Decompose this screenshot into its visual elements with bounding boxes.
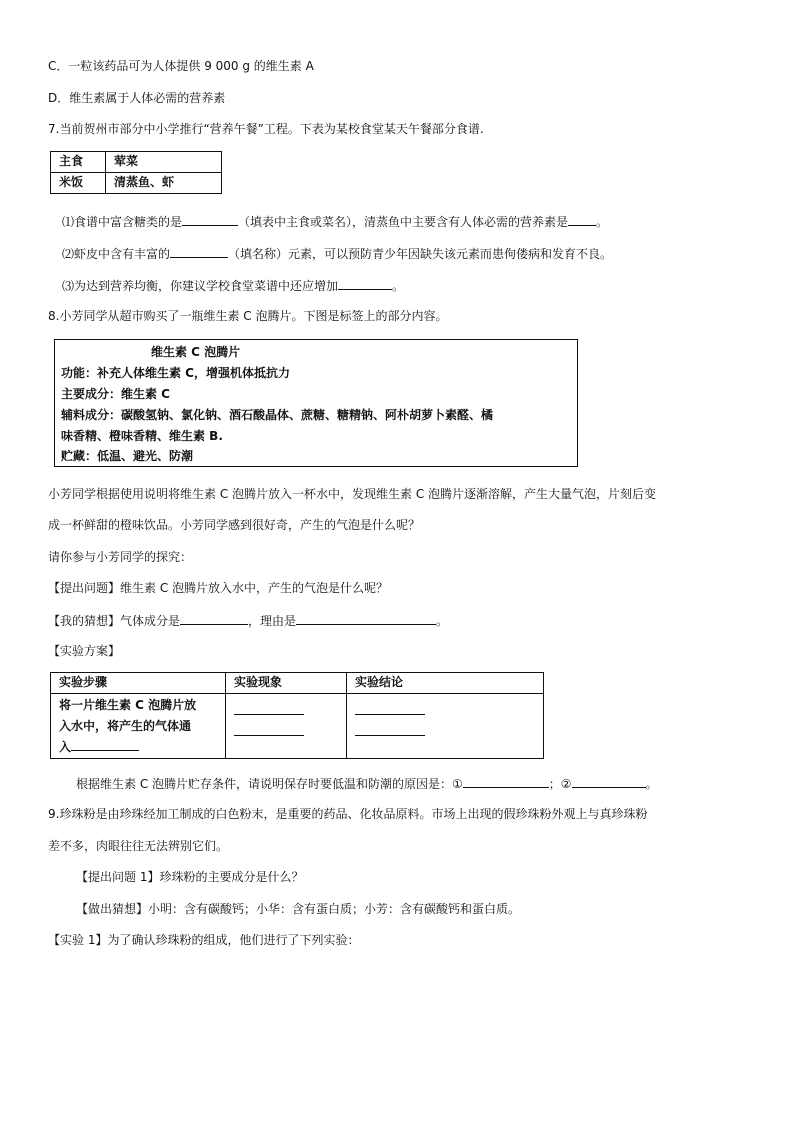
answer-blank[interactable] xyxy=(234,702,304,715)
paragraph-1: 小芳同学根据使用说明将维生素 C 泡腾片放入一杯水中，发现维生素 C 泡腾片逐渐溶解，产生大量气泡，片刻后变 xyxy=(48,487,657,501)
menu-cell-fish: 清蒸鱼、虾 xyxy=(106,173,222,194)
question-9-line1: 9.珍珠粉是由珍珠经加工制成的白色粉末，是重要的药品、化妆品原料。市场上出现的假珍珠粉外观上与真珍珠粉 xyxy=(48,807,648,821)
experiment-plan-heading: 【实验方案】 xyxy=(48,644,121,658)
answer-blank[interactable] xyxy=(170,245,228,258)
exp-phenomenon-cell xyxy=(226,694,347,759)
label-excipients-cont: 味香精、橙味香精、维生素 B. xyxy=(61,429,223,443)
answer-blank[interactable] xyxy=(355,702,425,715)
answer-blank[interactable] xyxy=(234,723,304,736)
q7-part2: ⑵虾皮中含有丰富的 （填名称）元素，可以预防青少年因缺失该元素而患佝偻病和发育不良。 xyxy=(62,247,613,261)
product-label-box xyxy=(54,339,578,467)
my-guess: 【我的猜想】气体成分是 ，理由是 。 xyxy=(48,614,449,628)
q9-propose-question: 【提出问题 1】珍珠粉的主要成分是什么？ xyxy=(76,870,304,884)
question-8: 8.小芳同学从超市购买了一瓶维生素 C 泡腾片。下图是标签上的部分内容。 xyxy=(48,309,448,323)
q7-part1: ⑴食谱中富含糖类的是 （填表中主食或菜名），清蒸鱼中主要含有人体必需的营养素是 。 xyxy=(62,215,609,229)
exp-conclusion-cell xyxy=(347,694,544,759)
q9-experiment-1: 【实验 1】为了确认珍珠粉的组成，他们进行了下列实验： xyxy=(48,933,360,947)
answer-blank[interactable] xyxy=(463,775,549,788)
label-main-ingredient: 主要成分：维生素 C xyxy=(61,387,170,401)
answer-blank[interactable] xyxy=(568,213,596,226)
exp-header-phenomenon: 实验现象 xyxy=(226,673,347,694)
label-excipients: 辅料成分：碳酸氢钠、氯化钠、酒石酸晶体、蔗糖、糖精钠、阿朴胡萝卜素醛、橘 xyxy=(61,408,494,422)
question-9-line2: 差不多，肉眼往往无法辨别它们。 xyxy=(48,839,229,853)
answer-blank[interactable] xyxy=(572,775,646,788)
question-7: 7.当前贺州市部分中小学推行“营养午餐”工程。下表为某校食堂某天午餐部分食谱. xyxy=(48,122,484,136)
answer-blank[interactable] xyxy=(355,723,425,736)
exp-header-conclusion: 实验结论 xyxy=(347,673,544,694)
menu-header-staple: 主食 xyxy=(51,152,106,173)
answer-blank[interactable] xyxy=(338,277,392,290)
label-title: 维生素 C 泡腾片 xyxy=(151,345,241,359)
label-storage: 贮藏：低温、避光、防潮 xyxy=(61,449,194,463)
q7-part3: ⑶为达到营养均衡，你建议学校食堂菜谱中还应增加 。 xyxy=(62,279,405,293)
experiment-table xyxy=(50,672,544,759)
propose-question: 【提出问题】维生素 C 泡腾片放入水中，产生的气泡是什么呢？ xyxy=(48,581,389,595)
answer-blank[interactable] xyxy=(182,213,238,226)
paragraph-3: 请你参与小芳同学的探究： xyxy=(48,550,193,564)
menu-cell-rice: 米饭 xyxy=(51,173,106,194)
label-function: 功能：补充人体维生素 C，增强机体抵抗力 xyxy=(61,366,290,380)
answer-blank[interactable] xyxy=(296,612,436,625)
paragraph-2: 成一杯鲜甜的橙味饮品。小芳同学感到很好奇，产生的气泡是什么呢？ xyxy=(48,518,421,532)
storage-reason: 根据维生素 C 泡腾片贮存条件，请说明保存时要低温和防潮的原因是：① ；② 。 xyxy=(76,777,658,791)
answer-blank[interactable] xyxy=(180,612,248,625)
answer-blank[interactable] xyxy=(71,738,139,751)
menu-table xyxy=(50,151,222,194)
option-d: D．维生素属于人体必需的营养素 xyxy=(48,91,226,105)
menu-header-meat: 荤菜 xyxy=(106,152,222,173)
option-c: C．一粒该药品可为人体提供 9 000 g 的维生素 A xyxy=(48,59,314,73)
exp-header-steps: 实验步骤 xyxy=(51,673,226,694)
q9-hypothesis: 【做出猜想】小明：含有碳酸钙；小华：含有蛋白质；小芳：含有碳酸钙和蛋白质。 xyxy=(76,902,521,916)
exp-step-cell: 将一片维生素 C 泡腾片放 入水中，将产生的气体通 入 xyxy=(51,694,226,759)
